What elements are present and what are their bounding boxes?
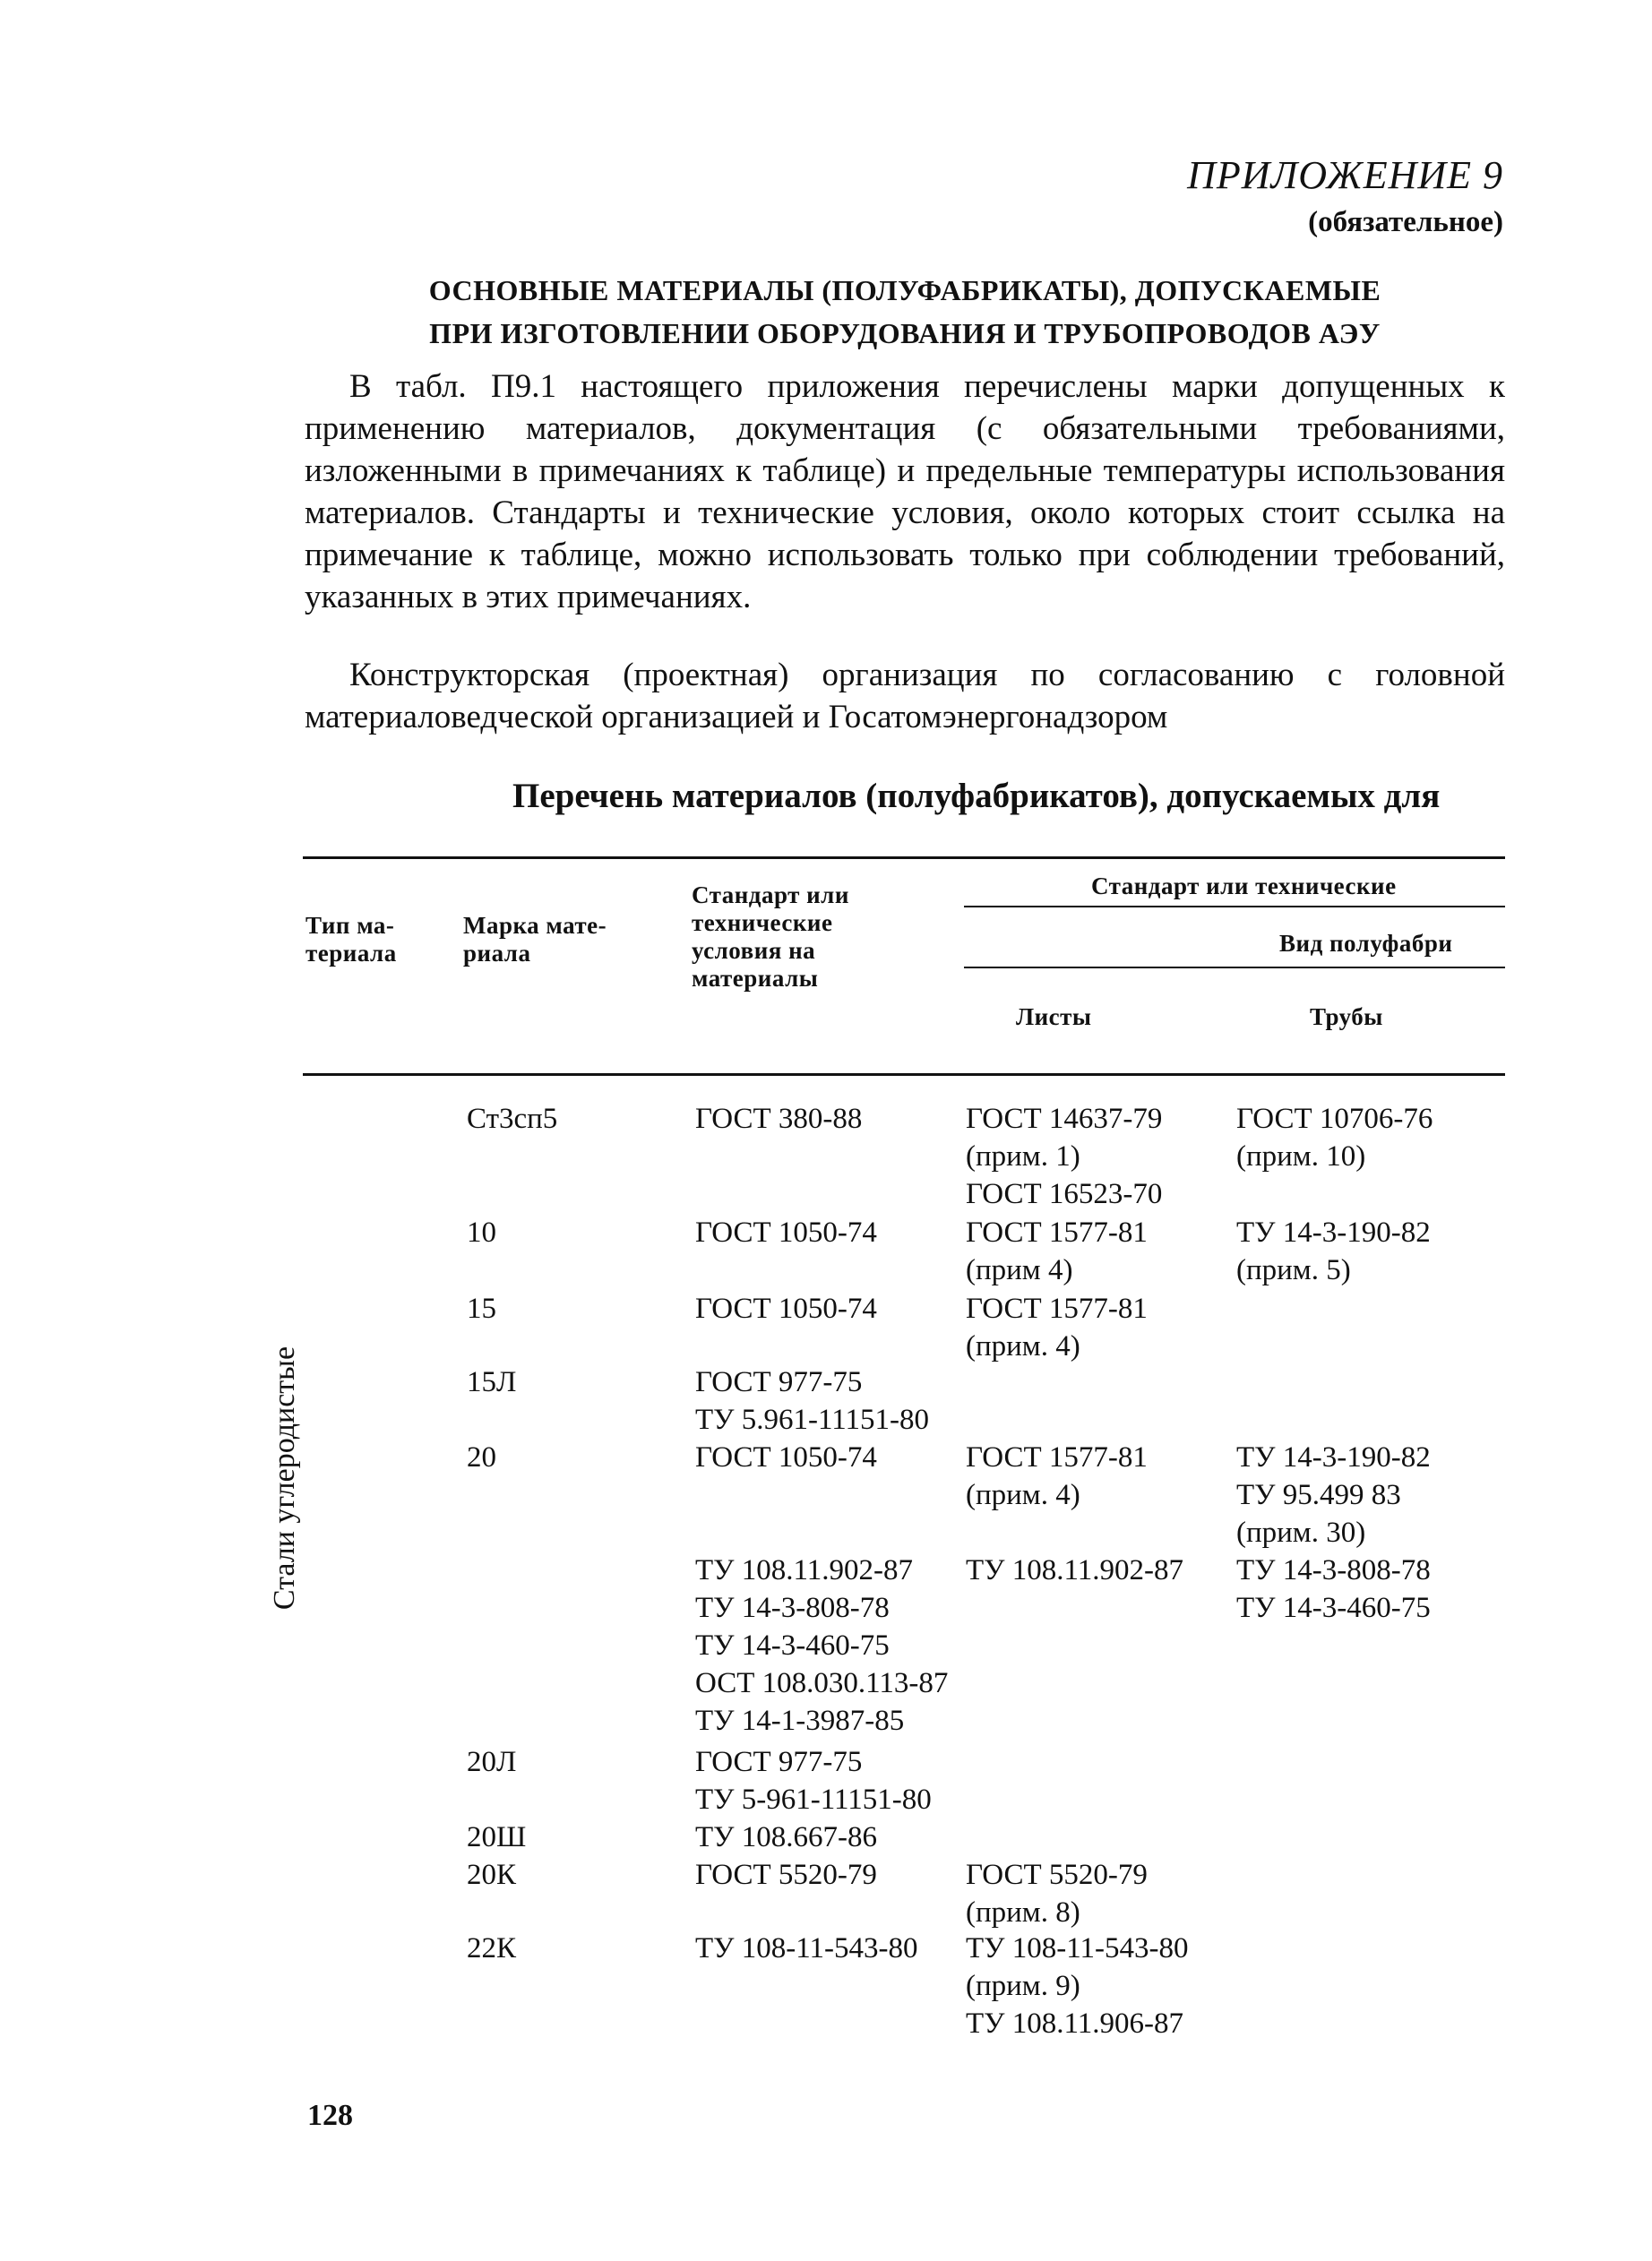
appendix-note: (обязательное) — [1308, 206, 1503, 238]
header-material-standard: Стандарт или технические условия на материалы — [692, 881, 849, 992]
table-cell-grade — [467, 1439, 496, 1476]
material-type-label: Стали углеродистые — [268, 1345, 301, 1611]
table-caption: Перечень материалов (полуфабрикатов), допускаемых для — [512, 777, 1441, 815]
table-cell-standards — [695, 1214, 877, 1251]
table-cell-sheets — [966, 1856, 1148, 1931]
heading-line-1: ОСНОВНЫЕ МАТЕРИАЛЫ (ПОЛУФАБРИКАТЫ), ДОПУСКАЕМЫЕ — [428, 274, 1381, 306]
table-cell-sheets — [966, 1552, 1183, 1589]
table-cell-pipes — [1236, 1100, 1433, 1175]
cell-line: ГОСТ 977-75 — [695, 1746, 863, 1778]
group-header-rule — [964, 906, 1505, 907]
cell-line: 15 — [467, 1293, 496, 1325]
header-semiproduct-type: Вид полуфабри — [1279, 930, 1453, 957]
table-cell-standards — [695, 1856, 877, 1894]
table-cell-grade — [467, 1363, 516, 1401]
table-cell-grade — [467, 1856, 516, 1894]
table-cell-sheets — [966, 1100, 1162, 1213]
cell-line: 20Ш — [467, 1821, 527, 1853]
table-header-bottom-rule — [303, 1073, 1505, 1076]
table-cell-grade — [467, 1930, 516, 1967]
cell-line: ГОСТ 977-75 — [695, 1366, 863, 1398]
cell-line: (прим. 1) — [966, 1140, 1080, 1173]
table-top-rule — [303, 856, 1505, 859]
appendix-title: ПРИЛОЖЕНИЕ 9 — [1187, 153, 1503, 197]
cell-line: 20 — [467, 1441, 496, 1474]
cell-line: ГОСТ 1050-74 — [695, 1216, 877, 1249]
header-material-grade: Марка мате- риала — [463, 912, 607, 967]
cell-line: ГОСТ 16523-70 — [966, 1178, 1163, 1210]
cell-line: ТУ 14-3-190-82 — [1236, 1441, 1431, 1474]
table-cell-pipes — [1236, 1214, 1431, 1289]
header-material-type: Тип ма- териала — [305, 912, 397, 967]
cell-line: ГОСТ 380-88 — [695, 1103, 863, 1135]
table-cell-sheets — [966, 1214, 1148, 1289]
table-cell-sheets — [966, 1290, 1148, 1365]
cell-line: 15Л — [467, 1366, 517, 1398]
cell-line: ТУ 14-1-3987-85 — [695, 1705, 905, 1737]
page-number: 128 — [307, 2099, 353, 2132]
heading-line-2: ПРИ ИЗГОТОВЛЕНИИ ОБОРУДОВАНИЯ И ТРУБОПРОВОДОВ АЭУ — [429, 317, 1381, 349]
table-cell-sheets — [966, 1930, 1189, 2042]
header-pipes: Трубы — [1310, 1003, 1383, 1030]
cell-line: ОСТ 108.030.113-87 — [695, 1667, 949, 1699]
cell-line: ГОСТ 1050-74 — [695, 1293, 877, 1325]
cell-line: ТУ 14-3-808-78 — [1236, 1554, 1431, 1586]
cell-line: ГОСТ 10706-76 — [1236, 1103, 1433, 1135]
table-cell-standards — [695, 1818, 877, 1856]
cell-line: ГОСТ 1577-81 — [966, 1293, 1148, 1325]
table-cell-grade — [467, 1743, 516, 1781]
table-cell-grade — [467, 1818, 526, 1856]
intro-paragraph: В табл. П9.1 настоящего приложения перечислены марки допущенных к применению материалов, документация (с обязательными требованиями, изложенными в примечаниях к таблице) и предельные температуры использования материалов. Стандарты и технические условия, около которых стоит ссылка на примечание к таблице, можно использовать только при соблюдении требований, указанных в этих примечаниях. — [305, 368, 1505, 615]
cell-line: 20Л — [467, 1746, 517, 1778]
table-cell-standards — [695, 1439, 877, 1476]
table-cell-grade — [467, 1290, 496, 1328]
table-cell-standards — [695, 1363, 929, 1439]
cell-line: ГОСТ 5520-79 — [695, 1859, 877, 1891]
subgroup-header-rule — [964, 967, 1505, 968]
cell-line: ТУ 14-3-190-82 — [1236, 1216, 1431, 1249]
table-cell-pipes — [1236, 1552, 1431, 1627]
cell-line: ГОСТ 1577-81 — [966, 1216, 1148, 1249]
table-cell-sheets — [966, 1439, 1148, 1514]
cell-line: ГОСТ 14637-79 — [966, 1103, 1163, 1135]
cell-line: ГОСТ 1050-74 — [695, 1441, 877, 1474]
cell-line: ГОСТ 5520-79 — [966, 1859, 1148, 1891]
table-cell-standards — [695, 1930, 918, 1967]
cell-line: 10 — [467, 1216, 496, 1249]
table-cell-standards — [695, 1552, 948, 1740]
second-paragraph: Конструкторская (проектная) организация по согласованию с головной материаловедческой организацией и Госатомэнергонадзором — [305, 657, 1505, 735]
cell-line: ТУ 108.667-86 — [695, 1821, 878, 1853]
cell-line: (прим. 9) — [966, 1970, 1080, 2002]
cell-line: (прим. 8) — [966, 1896, 1080, 1929]
cell-line: ТУ 108-11-543-80 — [966, 1932, 1189, 1964]
cell-line: 22К — [467, 1932, 517, 1964]
cell-line: ТУ 95.499 83 — [1236, 1479, 1401, 1511]
table-cell-pipes — [1236, 1439, 1431, 1552]
document-heading — [305, 269, 1505, 355]
cell-line: ТУ 5.961-11151-80 — [695, 1404, 930, 1436]
cell-line: ТУ 14-3-460-75 — [1236, 1592, 1431, 1624]
table-cell-grade — [467, 1214, 496, 1251]
cell-line: (прим. 4) — [966, 1479, 1080, 1511]
cell-line: ТУ 108-11-543-80 — [695, 1932, 918, 1964]
cell-line: Ст3сп5 — [467, 1103, 558, 1135]
cell-line: (прим. 4) — [966, 1330, 1080, 1363]
cell-line: 20К — [467, 1859, 517, 1891]
header-sheets: Листы — [1016, 1003, 1092, 1030]
cell-line: ТУ 108.11.902-87 — [695, 1554, 914, 1586]
header-semiproduct-standards: Стандарт или технические — [1091, 873, 1397, 899]
cell-line: ТУ 14-3-808-78 — [695, 1592, 890, 1624]
cell-line: ТУ 14-3-460-75 — [695, 1629, 890, 1662]
cell-line: ТУ 5-961-11151-80 — [695, 1784, 932, 1816]
cell-line: (прим 4) — [966, 1254, 1073, 1286]
cell-line: (прим. 30) — [1236, 1517, 1366, 1549]
table-cell-standards — [695, 1100, 862, 1138]
cell-line: ГОСТ 1577-81 — [966, 1441, 1148, 1474]
cell-line: (прим. 10) — [1236, 1140, 1366, 1173]
table-cell-standards — [695, 1743, 932, 1818]
cell-line: ТУ 108.11.906-87 — [966, 2007, 1184, 2040]
table-cell-standards — [695, 1290, 877, 1328]
table-cell-grade — [467, 1100, 557, 1138]
cell-line: ТУ 108.11.902-87 — [966, 1554, 1184, 1586]
cell-line: (прим. 5) — [1236, 1254, 1351, 1286]
